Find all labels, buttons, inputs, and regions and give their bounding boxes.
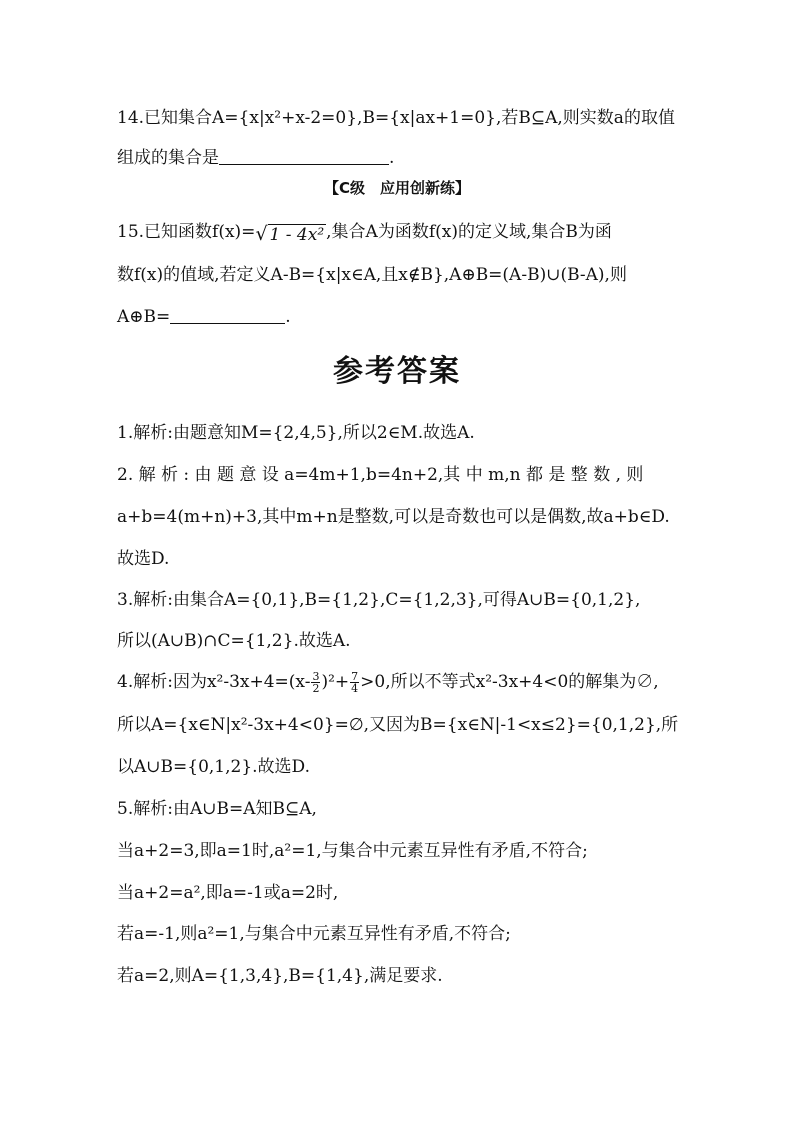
sqrt-expression: [255, 222, 326, 247]
answer-4-line-2: 所以A={x∈N|x²-3x+4<0}=∅,又因为B={x∈N|-1<x≤2}={0,1,2},所: [117, 715, 679, 735]
answer-5-line-3: 当a+2=a²,即a=-1或a=2时,: [117, 883, 339, 903]
question-15-line-3: [117, 305, 687, 329]
answers-title: 参考答案: [333, 354, 461, 389]
answer-5-line-1: 5.解析:由A∪B=A知B⊆A,: [117, 799, 317, 819]
question-14-line-2: [117, 146, 687, 170]
answer-1: 1.解析:由题意知M={2,4,5},所以2∈M.故选A.: [117, 423, 475, 443]
fraction-seven-quarters: [350, 671, 359, 694]
fraction-denominator: 2: [312, 682, 320, 695]
answer-4-intro: 4.解析:因为x²-3x+4=(x-: [117, 672, 311, 692]
answer-4-mid: )²+: [321, 672, 350, 692]
answer-4-line-1: [117, 670, 687, 694]
fraction-numerator: 7: [351, 670, 359, 683]
question-15-period: .: [285, 307, 291, 327]
question-15-line-2: 数f(x)的值域,若定义A-B={x|x∈A,且x∉B},A⊕B=(A-B)∪(B-A),则: [117, 265, 627, 285]
answer-3-line-2: 所以(A∪B)∩C={1,2}.故选A.: [117, 631, 351, 651]
answer-2-line-3: 故选D.: [117, 549, 170, 569]
question-15-line-1: [117, 220, 687, 247]
answer-2-line-2: a+b=4(m+n)+3,其中m+n是整数,可以是奇数也可以是偶数,故a+b∈D.: [117, 507, 670, 527]
question-14-line-1: 14.已知集合A={x|x²+x-2=0},B={x|ax+1=0},若B⊆A,则实数a的取值: [117, 108, 675, 128]
question-14-prompt: 组成的集合是: [117, 148, 219, 168]
question-15-result-label: A⊕B=: [117, 307, 171, 327]
sqrt-sign-icon: √: [255, 223, 268, 245]
answer-5-line-2: 当a+2=3,即a=1时,a²=1,与集合中元素互异性有矛盾,不符合;: [117, 841, 588, 861]
fraction-denominator: 4: [351, 682, 359, 695]
answer-4-rest: >0,所以不等式x²-3x+4<0的解集为∅,: [360, 672, 659, 692]
answer-5-line-4: 若a=-1,则a²=1,与集合中元素互异性有矛盾,不符合;: [117, 924, 511, 944]
question-15-intro: 15.已知函数f(x)=: [117, 222, 256, 242]
answer-4-line-3: 以A∪B={0,1,2}.故选D.: [117, 757, 310, 777]
section-heading-c: 【C级 应用创新练】: [323, 179, 470, 197]
sqrt-radicand: 1 - 4x²: [269, 225, 325, 245]
fraction-three-halves: [311, 671, 320, 694]
fraction-numerator: 3: [312, 670, 320, 683]
answer-2-line-1: 2. 解 析 : 由 题 意 设 a=4m+1,b=4n+2,其 中 m,n 都 是 整 数 , 则: [117, 465, 644, 485]
question-14-period: .: [389, 148, 395, 168]
answer-5-line-5: 若a=2,则A={1,3,4},B={1,4},满足要求.: [117, 966, 443, 986]
answer-3-line-1: 3.解析:由集合A={0,1},B={1,2},C={1,2,3},可得A∪B={0,1,2},: [117, 590, 641, 610]
question-15-line-1-rest: ,集合A为函数f(x)的定义域,集合B为函: [326, 222, 612, 242]
answer-blank-14[interactable]: [219, 146, 389, 165]
answer-blank-15[interactable]: [170, 305, 285, 324]
